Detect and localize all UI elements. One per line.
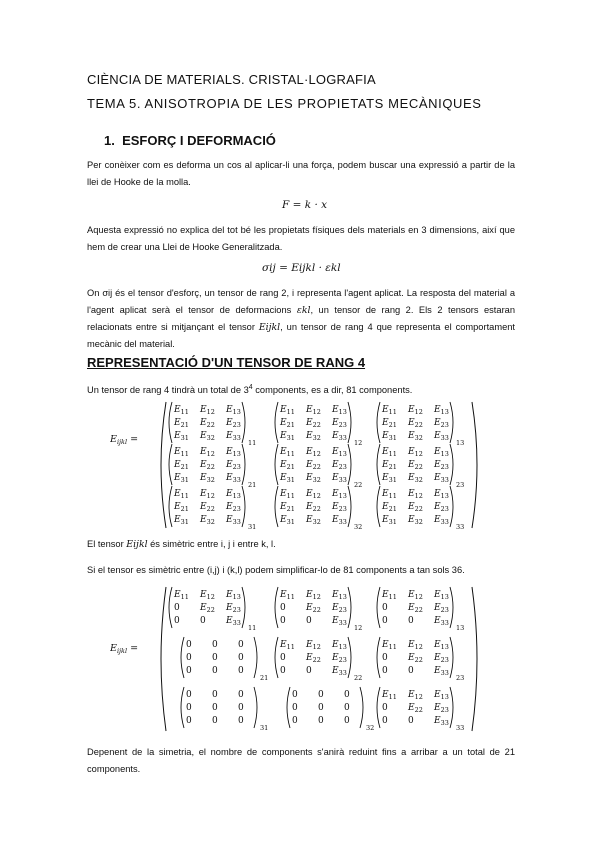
zero-block-entry: 0 [212,666,218,676]
tensor-block-entry: $E_{12}$ [306,640,321,651]
paragraph-21-components: Depenent de la simetria, el nombre de components s'anirà reduint fins a arribar a un total de 21 components. [87,747,515,774]
tensor-block-subscript: 21 [248,481,257,489]
tensor-block-entry: $E_{13}$ [226,489,241,500]
tensor-block-left-paren [275,444,278,485]
tensor-block-right-paren [242,444,245,485]
tensor-block-left-paren [377,402,380,443]
tensor-block-entry: 0 [408,666,414,676]
zero-block-entry: 0 [318,690,324,700]
tensor-block-right-paren [450,486,453,527]
tensor-block-right-paren [450,637,453,678]
zero-block-entry: 0 [212,716,218,726]
tensor-block-subscript: 12 [354,624,363,632]
tensor-block-entry: $E_{23}$ [332,460,347,471]
tensor-block-subscript: 31 [248,523,257,531]
tensor-block-entry: 0 [280,653,286,663]
tensor-block-subscript: 22 [354,481,363,489]
tensor-block-entry: 0 [382,653,388,663]
tensor-block-right-paren [348,402,351,443]
zero-block-subscript: 31 [260,724,269,732]
tensor-block-entry: $E_{32}$ [306,431,321,442]
section-number: 1. [104,133,115,148]
tensor-block-right-paren [242,587,245,628]
tensor-block-entry: $E_{11}$ [174,405,189,416]
p4-part-a: Un tensor de rang 4 tindrà un total de 3 [87,385,249,396]
paragraph-rank4 [87,379,515,399]
zero-block-entry: 0 [186,653,192,663]
tensor-block-entry: $E_{33}$ [434,431,449,442]
tensor-block-entry: $E_{32}$ [200,473,215,484]
equation-hooke: F = k · x [282,199,328,211]
tensor-block-entry: $E_{31}$ [382,431,397,442]
zero-block-left-paren [181,687,184,728]
tensor-block-entry: 0 [280,666,286,676]
tensor-block-left-paren [377,444,380,485]
tensor-block-entry: $E_{33}$ [434,473,449,484]
matrix-label: $E_{ijkl}$ = [110,434,139,446]
tensor-block-entry: $E_{22}$ [200,502,215,513]
p5-part-a: El tensor [87,539,124,549]
tensor-block-entry: $E_{11}$ [382,405,397,416]
tensor-block-entry: $E_{31}$ [174,473,189,484]
tensor-block-entry: 0 [382,616,388,626]
zero-block-entry: 0 [238,703,244,713]
tensor-block-entry: $E_{12}$ [408,590,423,601]
tensor-81-matrix [110,398,490,533]
tensor-block-entry: $E_{23}$ [434,603,449,614]
tensor-block-entry: $E_{22}$ [408,502,423,513]
tensor-block-entry: $E_{13}$ [332,640,347,651]
tensor-block-entry: $E_{11}$ [280,489,295,500]
tensor-block-entry: $E_{31}$ [174,515,189,526]
tensor-block-entry: $E_{11}$ [280,640,295,651]
tensor-block-subscript: 22 [354,674,363,682]
tensor-block-entry: $E_{23}$ [434,703,449,714]
tensor-block-right-paren [348,444,351,485]
tensor-block-entry: $E_{33}$ [434,616,449,627]
tensor-block-entry: $E_{33}$ [332,473,347,484]
section-title: ESFORÇ I DEFORMACIÓ [122,133,276,148]
p5-part-c: és simètric entre i, j i entre k, l. [150,539,276,549]
tensor-block-right-paren [242,402,245,443]
zero-block-entry: 0 [318,716,324,726]
tensor-block-entry: $E_{23}$ [226,502,241,513]
zero-block-entry: 0 [344,690,350,700]
tensor-block-entry: $E_{22}$ [200,418,215,429]
tensor-block-entry: $E_{12}$ [306,489,321,500]
tensor-block-entry: $E_{22}$ [408,703,423,714]
tensor-block-entry: $E_{32}$ [306,515,321,526]
zero-block-entry: 0 [292,703,298,713]
tensor-block-entry: 0 [408,716,414,726]
tensor-block-entry: $E_{23}$ [434,653,449,664]
tensor-block-entry: $E_{11}$ [174,447,189,458]
tensor-block-entry: $E_{12}$ [200,405,215,416]
zero-block-entry: 0 [212,653,218,663]
tensor-block-entry: $E_{12}$ [408,405,423,416]
tensor-block-entry: $E_{22}$ [408,653,423,664]
tensor-block-entry: $E_{32}$ [306,473,321,484]
paragraph-simplify: Si el tensor es simètric entre (i,j) i (k,l) podem simplificar-lo de 81 components a tan sols 36. [87,565,465,575]
paragraph-symmetric [87,536,515,553]
zero-block-entry: 0 [318,703,324,713]
zero-block-entry: 0 [238,716,244,726]
tensor-block-entry: $E_{22}$ [408,418,423,429]
tensor-block-subscript: 33 [456,724,465,732]
tensor-block-entry: $E_{11}$ [174,489,189,500]
tensor-block-entry: $E_{21}$ [382,502,397,513]
tensor-block-subscript: 23 [456,674,465,682]
zero-block-subscript: 21 [260,674,269,682]
zero-block-entry: 0 [238,653,244,663]
tensor-block-entry: $E_{12}$ [200,447,215,458]
tensor-block-entry: $E_{13}$ [434,590,449,601]
tensor-block-subscript: 33 [456,523,465,531]
tensor-block-entry: $E_{13}$ [226,590,241,601]
tensor-block-entry: $E_{11}$ [382,447,397,458]
tensor-block-entry: $E_{12}$ [306,405,321,416]
tensor-block-entry: $E_{21}$ [382,460,397,471]
zero-block-entry: 0 [212,640,218,650]
p3-part-e: , un tensor de rang 4 que representa el comportament mecànic del material. [87,322,515,349]
tensor-block-entry: $E_{11}$ [382,640,397,651]
tensor-block-entry: $E_{23}$ [332,502,347,513]
zero-block-left-paren [287,687,290,728]
tensor-block-entry: $E_{13}$ [332,447,347,458]
paragraph-hooke-intro: Per conèixer com es deforma un cos al aplicar-li una força, podem buscar una expressió a partir de la llei de Hooke de la molla. [87,160,515,187]
p4-part-b: components, es a dir, 81 components. [252,385,413,396]
tensor-block-right-paren [348,637,351,678]
p3-part-a: On σij és el tensor d'esforç, un tensor de rang 2, i representa l'agent aplicat. La resposta del material a l'agent aplicat serà el tensor de deformacions [87,288,515,315]
tensor-block-entry: $E_{31}$ [280,473,295,484]
tensor-block-entry: 0 [382,666,388,676]
tensor-block-entry: 0 [174,603,180,613]
tensor-block-entry: 0 [382,603,388,613]
tensor-block-left-paren [275,486,278,527]
tensor-block-entry: $E_{21}$ [280,502,295,513]
zero-block-entry: 0 [238,690,244,700]
tensor-block-subscript: 11 [248,624,257,632]
tensor-block-entry: $E_{11}$ [280,405,295,416]
tensor-block-entry: $E_{12}$ [306,590,321,601]
tensor-block-right-paren [348,587,351,628]
tensor-block-subscript: 11 [248,439,257,447]
tensor-block-right-paren [450,587,453,628]
tensor-block-entry: $E_{13}$ [332,489,347,500]
outer-left-brace [161,402,166,528]
tensor-block-left-paren [169,444,172,485]
tensor-block-entry: 0 [382,716,388,726]
zero-block-subscript: 32 [366,724,375,732]
zero-block-entry: 0 [186,716,192,726]
tensor-block-entry: 0 [200,616,206,626]
tensor-block-entry: $E_{31}$ [280,431,295,442]
tensor-block-entry: $E_{32}$ [408,473,423,484]
tensor-block-entry: $E_{31}$ [174,431,189,442]
tensor-block-entry: $E_{33}$ [332,515,347,526]
tensor-block-entry: $E_{32}$ [200,515,215,526]
tensor-block-entry: $E_{23}$ [332,653,347,664]
tensor-block-left-paren [275,587,278,628]
tensor-block-entry: $E_{22}$ [306,418,321,429]
tensor-block-entry: $E_{11}$ [280,447,295,458]
outer-right-brace [472,587,477,731]
tensor-block-entry: $E_{21}$ [280,418,295,429]
tensor-block-entry: $E_{31}$ [280,515,295,526]
tensor-block-entry: $E_{33}$ [332,666,347,677]
zero-block-entry: 0 [292,690,298,700]
tensor-block-left-paren [275,637,278,678]
tensor-block-left-paren [377,486,380,527]
tensor-block-entry: $E_{22}$ [306,653,321,664]
zero-block-entry: 0 [186,690,192,700]
zero-block-right-paren [360,687,363,728]
tensor-block-entry: $E_{31}$ [382,515,397,526]
tensor-block-entry: $E_{11}$ [382,489,397,500]
tensor-block-entry: $E_{32}$ [200,431,215,442]
tensor-block-entry: 0 [280,603,286,613]
tensor-block-entry: $E_{13}$ [434,447,449,458]
tensor-block-entry: $E_{33}$ [226,616,241,627]
tensor-block-entry: $E_{23}$ [226,603,241,614]
tensor-block-entry: $E_{11}$ [174,590,189,601]
tensor-block-subscript: 32 [354,523,363,531]
tensor-block-entry: $E_{12}$ [200,489,215,500]
tensor-block-left-paren [377,687,380,728]
section-heading-2: REPRESENTACIÓ D'UN TENSOR DE RANG 4 [87,355,366,370]
tensor-block-entry: $E_{23}$ [332,603,347,614]
tensor-block-subscript: 13 [456,624,465,632]
tensor-block-entry: 0 [174,616,180,626]
tensor-block-entry: $E_{33}$ [226,431,241,442]
tensor-block-left-paren [169,486,172,527]
tensor-block-entry: $E_{12}$ [408,690,423,701]
tensor-block-entry: $E_{21}$ [382,418,397,429]
zero-block-right-paren [254,637,257,678]
document-title: CIÈNCIA DE MATERIALS. CRISTAL·LOGRAFIA [87,72,376,87]
tensor-block-right-paren [450,444,453,485]
tensor-block-entry: $E_{13}$ [226,447,241,458]
tensor-36-matrix [110,583,490,735]
tensor-block-entry: $E_{33}$ [434,716,449,727]
p4-exponent: 4 [248,384,253,391]
tensor-block-entry: $E_{21}$ [174,460,189,471]
epsilon-symbol: εkl [296,305,311,316]
tensor-block-entry: $E_{33}$ [226,473,241,484]
tensor-block-subscript: 13 [456,439,465,447]
paragraph-tensors [87,285,515,353]
zero-block-entry: 0 [292,716,298,726]
tensor-block-entry: 0 [280,616,286,626]
document-subtitle: TEMA 5. ANISOTROPIA DE LES PROPIETATS MECÀNIQUES [87,96,482,111]
p3-part-c: , un tensor de rang 2. Els 2 tensors estaran relacionats entre si mitjançant el tensor [87,305,516,332]
tensor-block-entry: $E_{32}$ [408,515,423,526]
tensor-block-entry: 0 [408,616,414,626]
tensor-block-entry: $E_{23}$ [434,460,449,471]
zero-block-entry: 0 [238,640,244,650]
tensor-block-right-paren [242,486,245,527]
p5-tensor-symbol: Eijkl [126,539,148,550]
tensor-block-subscript: 12 [354,439,363,447]
tensor-block-entry: $E_{21}$ [174,418,189,429]
zero-block-entry: 0 [344,716,350,726]
zero-block-entry: 0 [212,690,218,700]
tensor-block-entry: $E_{33}$ [332,616,347,627]
tensor-block-entry: $E_{31}$ [382,473,397,484]
tensor-block-entry: $E_{12}$ [408,447,423,458]
tensor-block-left-paren [275,402,278,443]
tensor-block-entry: $E_{23}$ [434,502,449,513]
tensor-block-entry: $E_{11}$ [382,590,397,601]
tensor-block-entry: 0 [306,666,312,676]
tensor-block-entry: $E_{23}$ [434,418,449,429]
e-tensor-symbol: Eijkl [258,322,281,333]
tensor-block-entry: $E_{22}$ [306,603,321,614]
tensor-block-entry: $E_{22}$ [408,603,423,614]
tensor-block-entry: $E_{32}$ [408,431,423,442]
zero-block-entry: 0 [212,703,218,713]
tensor-block-entry: $E_{12}$ [408,640,423,651]
zero-block-entry: 0 [186,640,192,650]
matrix-label: $E_{ijkl}$ = [110,643,139,655]
tensor-block-entry: $E_{12}$ [200,590,215,601]
tensor-block-entry: $E_{13}$ [332,590,347,601]
tensor-block-entry: $E_{33}$ [332,431,347,442]
tensor-block-left-paren [169,587,172,628]
tensor-block-entry: $E_{11}$ [280,590,295,601]
tensor-block-entry: 0 [306,616,312,626]
tensor-block-entry: $E_{11}$ [382,690,397,701]
tensor-block-entry: $E_{13}$ [434,405,449,416]
tensor-block-entry: $E_{22}$ [200,603,215,614]
tensor-block-left-paren [169,402,172,443]
tensor-block-entry: $E_{12}$ [306,447,321,458]
zero-block-entry: 0 [186,703,192,713]
outer-right-brace [472,402,477,528]
tensor-block-right-paren [450,687,453,728]
tensor-block-entry: $E_{22}$ [306,502,321,513]
paragraph-generalized: Aquesta expressió no explica del tot bé les propietats físiques dels materials en 3 dimensions, així que hem de crear una Llei de Hooke Generalitzada. [87,225,515,252]
section-heading-1 [104,133,276,148]
tensor-block-right-paren [450,402,453,443]
tensor-block-entry: $E_{13}$ [434,489,449,500]
tensor-block-entry: $E_{33}$ [434,515,449,526]
tensor-block-entry: $E_{23}$ [226,418,241,429]
tensor-block-entry: $E_{22}$ [408,460,423,471]
tensor-block-entry: $E_{13}$ [332,405,347,416]
tensor-block-entry: $E_{21}$ [174,502,189,513]
zero-block-entry: 0 [238,666,244,676]
tensor-block-entry: $E_{33}$ [226,515,241,526]
tensor-block-entry: $E_{22}$ [200,460,215,471]
equation-generalized: σij = Eijkl · εkl [262,262,341,274]
tensor-block-entry: $E_{13}$ [434,690,449,701]
tensor-block-right-paren [348,486,351,527]
tensor-block-subscript: 23 [456,481,465,489]
tensor-block-entry: $E_{13}$ [226,405,241,416]
tensor-block-entry: $E_{12}$ [408,489,423,500]
tensor-block-entry: $E_{13}$ [434,640,449,651]
zero-block-entry: 0 [344,703,350,713]
zero-block-right-paren [254,687,257,728]
tensor-block-entry: $E_{33}$ [434,666,449,677]
tensor-block-left-paren [377,637,380,678]
zero-block-entry: 0 [186,666,192,676]
tensor-block-entry: $E_{23}$ [332,418,347,429]
outer-left-brace [161,587,166,731]
tensor-block-entry: $E_{21}$ [280,460,295,471]
tensor-block-entry: $E_{22}$ [306,460,321,471]
tensor-block-left-paren [377,587,380,628]
tensor-block-entry: $E_{23}$ [226,460,241,471]
zero-block-left-paren [181,637,184,678]
tensor-block-entry: 0 [382,703,388,713]
